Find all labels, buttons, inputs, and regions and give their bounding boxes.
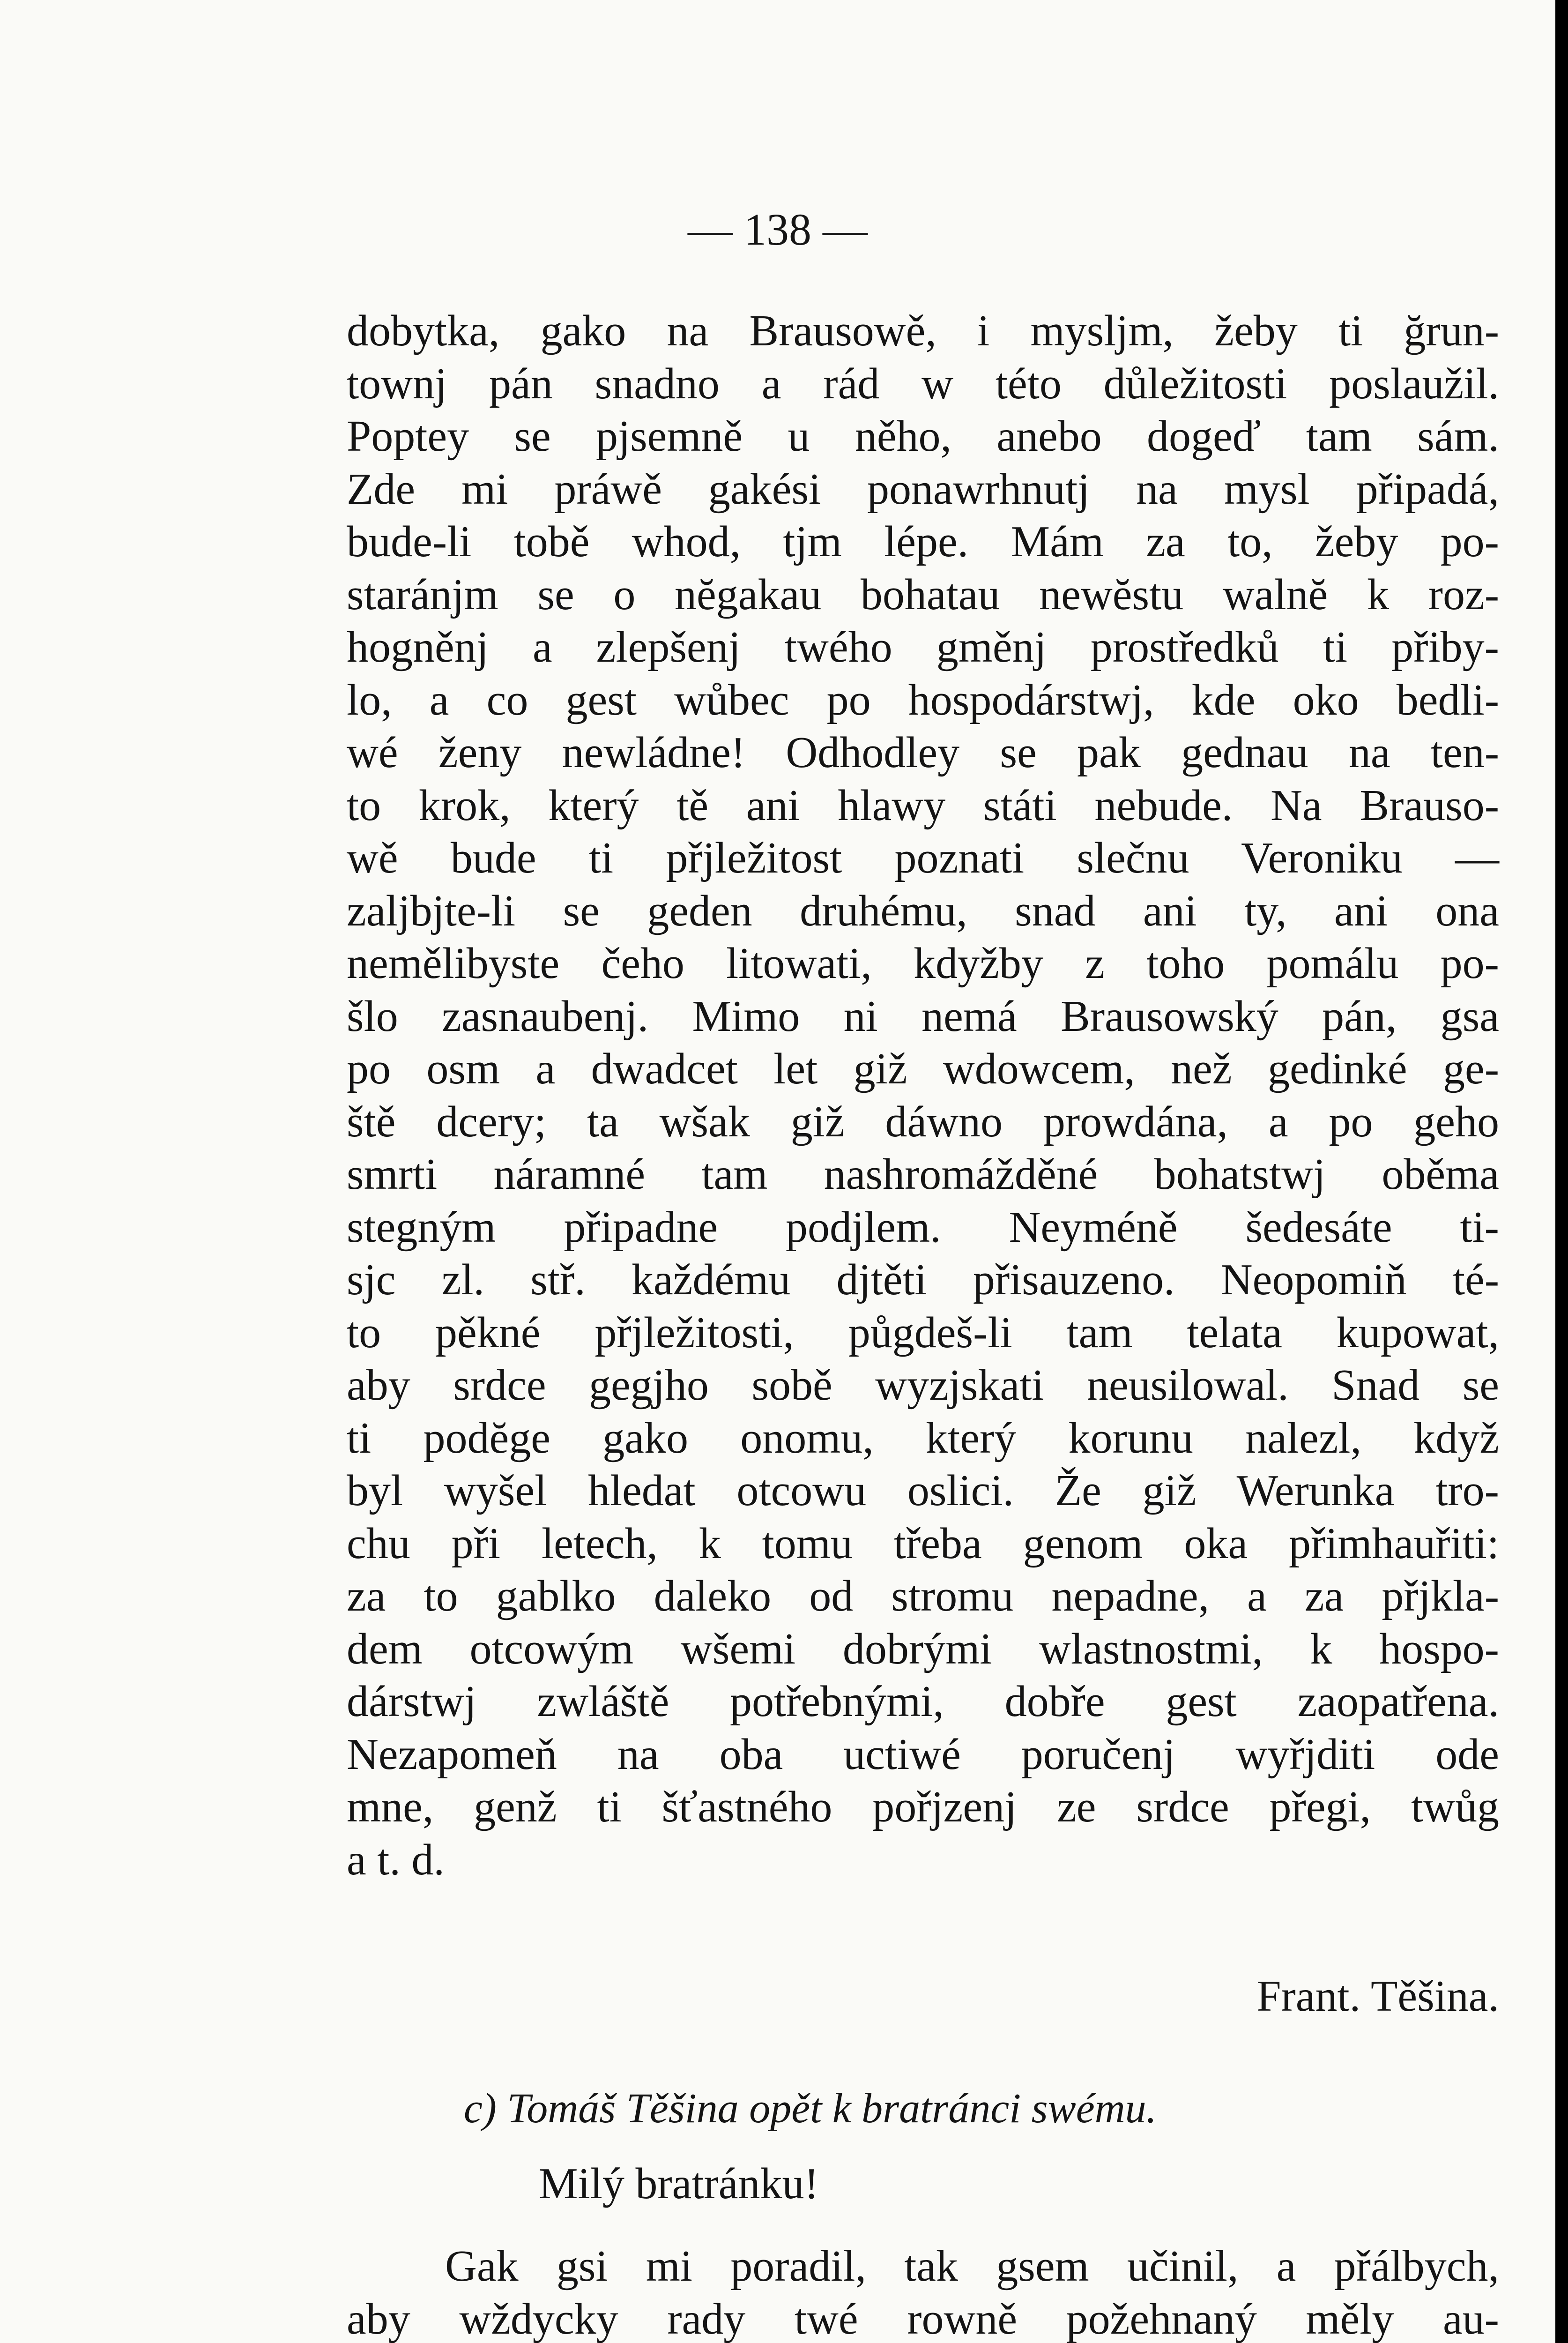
text-line: ti podĕge gako onomu, který korunu nalezl, když [347,1413,1499,1463]
text-line: wé ženy newládne! Odhodley se pak gednau na ten- [347,728,1499,777]
text-line: to pěkné přjležitosti, půgdeš-li tam telata kupowat, [347,1308,1499,1357]
text-line: townj pán snadno a rád w této důležitosti poslaužil. [347,359,1499,408]
text-line: sjc zl. stř. každému djtěti přisauzeno. Neopomiň té- [347,1255,1499,1304]
letter-body [347,305,1499,1886]
text-line: mne, genž ti šťastného pořjzenj ze srdce přegi, twůg [347,1783,1499,1831]
letter2-body [347,2240,1499,2343]
letter-greeting: Milý bratránku! [539,2159,819,2208]
text-line: aby srdce gegjho sobě wyzjskati neusilowal. Snad se [347,1361,1499,1410]
text-line: za to gablko daleko od stromu nepadne, a za přjkla- [347,1572,1499,1620]
text-line: ště dcery; ta wšak giž dáwno prowdána, a po geho [347,1097,1499,1146]
page-number: — 138 — [688,204,868,254]
text-line: byl wyšel hledat otcowu oslici. Že giž Werunka tro- [347,1466,1499,1515]
text-line: Poptey se pjsemně u něho, anebo dogeď tam sám. [347,412,1499,461]
text-line: dem otcowým wšemi dobrými wlastnostmi, k hospo- [347,1624,1499,1673]
text-line: Nezapomeň na oba uctiwé poručenj wyřjditi ode [347,1730,1499,1779]
text-line: to krok, který tě ani hlawy státi nebude. Na Brauso- [347,781,1499,830]
text-line: chu při letech, k tomu třeba genom oka přimhauřiti: [347,1519,1499,1568]
text-line: dobytka, gako na Brausowě, i myslјm, žeby ti ğrun- [347,306,1499,355]
text-line: zaljbjte-li se geden druhému, snad ani ty, ani ona [347,886,1499,935]
text-line: aby wždycky rady twé rowně požehnaný měly au- [347,2294,1499,2343]
page-edge-shadow [1555,0,1568,2343]
text-line: bude-li tobě whod, tjm lépe. Mám za to, žeby po- [347,517,1499,566]
text-line: šlo zasnaubenj. Mimo ni nemá Brausowský pán, gsa [347,992,1499,1041]
section-subheading: c) Tomáš Těšina opět k bratránci swému. [464,2085,1157,2132]
text-line: Gak gsi mi poradil, tak gsem učinil, a přálbych, [445,2242,1499,2291]
text-line: hogněnj a zlepšenj twého gměnj prostředků ti přiby- [347,623,1499,672]
signature: Frant. Těšina. [1256,1972,1499,2021]
text-line: Zde mi práwě gakési ponawrhnutj na mysl připadá, [347,464,1499,514]
text-line: po osm a dwadcet let giž wdowcem, než gedinké ge- [347,1045,1499,1093]
text-line: nemělibyste čeho litowati, kdyžby z toho pomálu po- [347,939,1499,988]
text-line: stegným připadne podjlem. Neyméně šedesáte ti- [347,1202,1499,1252]
text-line: lo, a co gest wůbec po hospodárstwj, kde oko bedli- [347,675,1499,724]
text-line: staránjm se o nĕgakau bohatau newĕstu walnĕ k roz- [347,570,1499,619]
text-line: smrti náramné tam nashromážděné bohatstwj oběma [347,1150,1499,1199]
text-line: a t. d. [347,1835,445,1884]
text-line: wě bude ti přjležitost poznati slečnu Veroniku — [347,834,1499,882]
text-line: dárstwj zwláště potřebnými, dobře gest zaopatřena. [347,1677,1499,1726]
